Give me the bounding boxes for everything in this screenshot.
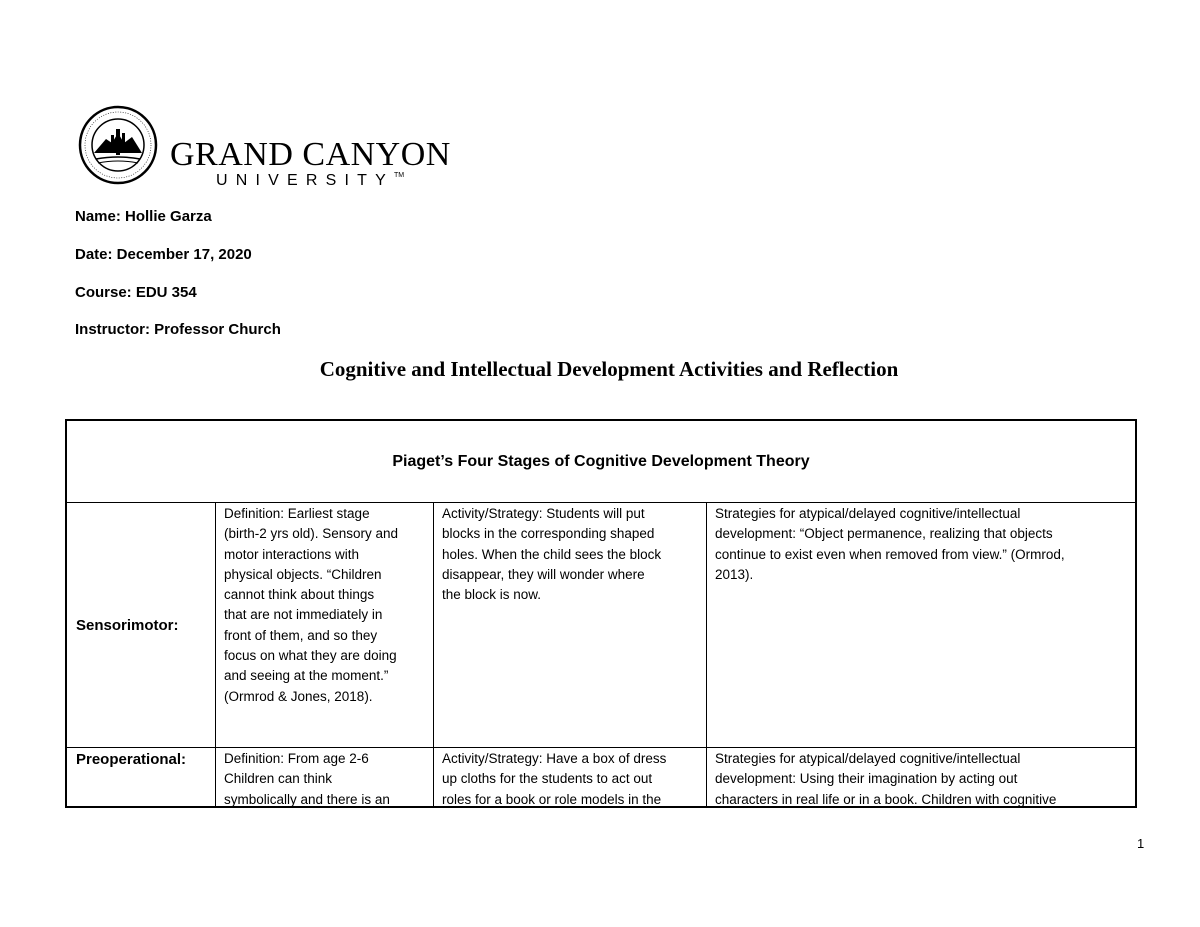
student-name: Name: Hollie Garza <box>75 208 212 225</box>
logo-subline: UNIVERSITY™ <box>216 172 405 189</box>
logo-wordmark: GRAND CANYON <box>170 136 451 173</box>
document-title: Cognitive and Intellectual Development Activities and Reflection <box>319 357 899 381</box>
column-divider <box>433 502 434 806</box>
sensorimotor-activity: Activity/Strategy: Students will put blocks in the corresponding shaped holes. When the child sees the block disappear, they will wonder where the block is now. <box>442 506 662 603</box>
university-seal-icon <box>78 103 158 187</box>
column-divider <box>706 502 707 806</box>
row-label-preoperational: Preoperational: <box>76 751 187 768</box>
piaget-stages-table <box>65 419 1137 808</box>
sensorimotor-definition: Definition: Earliest stage (birth-2 yrs old). Sensory and motor interactions with physical objects. “Children cannot think about things that are not immediately in front of them, and so they focus on what they are doing and seeing at the moment.” (Ormrod & Jones, 2018). <box>224 506 399 704</box>
table-header: Piaget’s Four Stages of Cognitive Development Theory <box>67 421 1135 503</box>
column-divider <box>215 502 216 806</box>
sensorimotor-strategies: Strategies for atypical/delayed cognitive/intellectual development: “Object permanence, realizing that objects continue to exist even when removed from view.” (Ormrod, 2013). <box>715 506 1065 582</box>
instructor-name: Instructor: Professor Church <box>75 321 281 338</box>
submission-date: Date: December 17, 2020 <box>75 246 252 263</box>
page-number: 1 <box>1137 836 1145 851</box>
preoperational-strategies: Strategies for atypical/delayed cognitive/intellectual development: Using their imagination by acting out characters in real life or in a book. Children with cognitive <box>715 751 1057 807</box>
university-logo <box>78 103 458 193</box>
preoperational-activity: Activity/Strategy: Have a box of dress up cloths for the students to act out roles for a book or role models in the <box>442 751 667 807</box>
course-code: Course: EDU 354 <box>75 284 197 301</box>
preoperational-definition: Definition: From age 2-6 Children can think symbolically and there is an <box>224 751 390 807</box>
row-label-sensorimotor: Sensorimotor: <box>76 617 179 634</box>
row-divider <box>67 747 1135 748</box>
